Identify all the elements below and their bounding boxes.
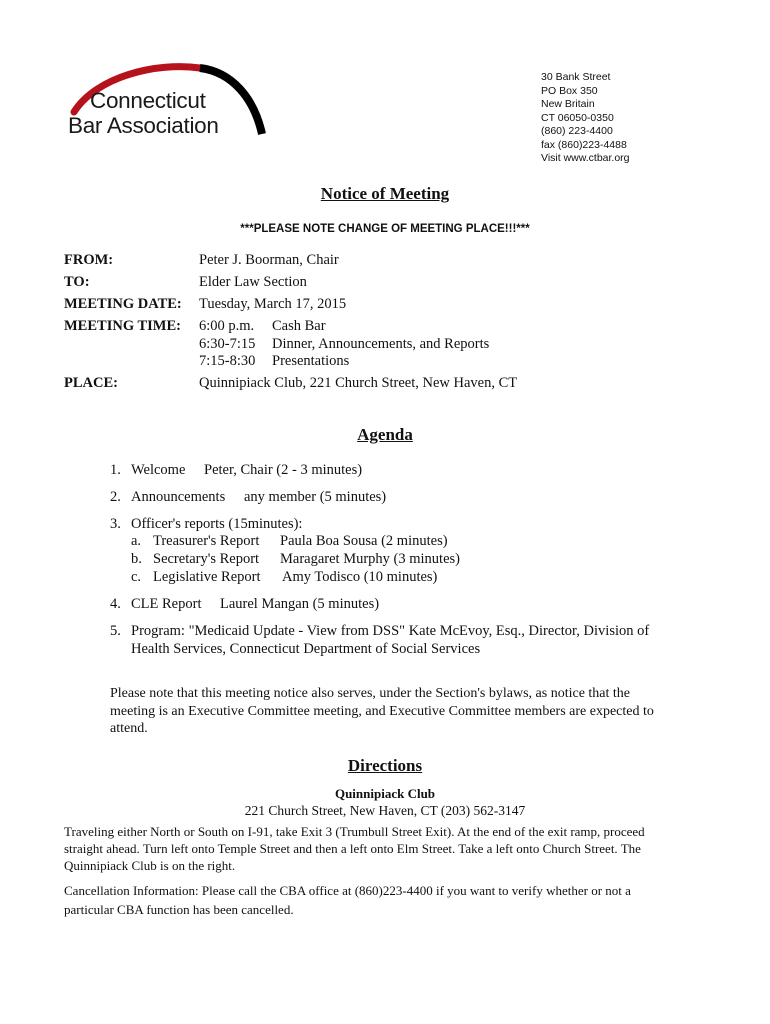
venue-name: Quinnipiack Club	[334, 786, 436, 801]
place-label: PLACE:	[64, 375, 118, 391]
schedule-time: 7:15-8:30	[199, 353, 256, 369]
agenda-item-number: 1.	[110, 462, 121, 478]
report-title: Legislative Report	[153, 569, 261, 585]
from-value: Peter J. Boorman, Chair	[199, 252, 339, 268]
address-line: fax (860)223-4488	[541, 138, 627, 151]
agenda-item-title: Officer's reports (15minutes):	[131, 516, 303, 532]
agenda-item-text: Health Services, Connecticut Department of Social Services	[131, 641, 481, 657]
bylaws-note-line: attend.	[110, 721, 148, 736]
meeting-date-label: MEETING DATE:	[64, 296, 182, 312]
report-letter: b.	[131, 551, 142, 567]
change-notice: ***PLEASE NOTE CHANGE OF MEETING PLACE!!!***	[240, 223, 530, 235]
travel-directions-line: Quinnipiack Club is on the right.	[64, 858, 236, 873]
schedule-event: Presentations	[272, 353, 350, 369]
agenda-item-detail: Peter, Chair (2 - 3 minutes)	[204, 462, 363, 478]
address-line: Visit www.ctbar.org	[541, 152, 630, 164]
schedule-time: 6:30-7:15	[199, 336, 256, 352]
agenda-item-number: 5.	[110, 623, 121, 639]
place-value: Quinnipiack Club, 221 Church Street, New Haven, CT	[199, 375, 518, 391]
to-label: TO:	[64, 274, 90, 290]
agenda-item-number: 3.	[110, 516, 121, 532]
report-detail: Maragaret Murphy (3 minutes)	[280, 551, 460, 567]
report-letter: a.	[131, 533, 142, 549]
cba-logo	[62, 62, 272, 142]
notice-title: Notice of Meeting	[320, 184, 450, 203]
to-value: Elder Law Section	[199, 274, 307, 290]
agenda-item-title: CLE Report	[131, 596, 202, 612]
agenda-item-detail: any member (5 minutes)	[244, 489, 387, 505]
report-detail: Paula Boa Sousa (2 minutes)	[280, 533, 448, 549]
schedule-time: 6:00 p.m.	[199, 318, 255, 334]
logo-line-1: Connecticut	[90, 88, 206, 113]
schedule-event: Cash Bar	[272, 318, 326, 334]
report-title: Treasurer's Report	[153, 533, 260, 549]
logo-line-2: Bar Association	[68, 113, 219, 138]
report-title: Secretary's Report	[153, 551, 260, 567]
schedule-event: Dinner, Announcements, and Reports	[272, 336, 490, 352]
address-line: New Britain	[541, 98, 595, 110]
cancellation-line: particular CBA function has been cancelled.	[64, 902, 294, 917]
agenda-item-number: 2.	[110, 489, 121, 505]
agenda-item-title: Welcome	[131, 462, 186, 478]
address-block	[541, 71, 630, 166]
address-line: (860) 223-4400	[541, 125, 613, 137]
report-detail: Amy Todisco (10 minutes)	[282, 569, 438, 585]
agenda-title: Agenda	[357, 425, 413, 444]
travel-directions-line: Traveling either North or South on I-91, take Exit 3 (Trumbull Street Exit). At the end of the exit ramp, proceed	[64, 824, 645, 839]
cancellation-line: Cancellation Information: Please call the CBA office at (860)223-4400 if you want to verify whether or not a	[64, 883, 631, 898]
travel-directions-line: straight ahead. Turn left onto Temple Street and then a left onto Elm Street. Take a left onto Church Street. The	[64, 841, 641, 856]
agenda-item-detail: Laurel Mangan (5 minutes)	[220, 596, 380, 612]
agenda-item-text: Program: "Medicaid Update - View from DSS" Kate McEvoy, Esq., Director, Division of	[131, 623, 650, 639]
agenda-item-title: Announcements	[131, 489, 226, 505]
address-line: 30 Bank Street	[541, 71, 611, 83]
address-line: PO Box 350	[541, 84, 598, 97]
bylaws-note-line: Please note that this meeting notice also serves, under the Section's bylaws, as notice that the	[110, 686, 631, 701]
agenda-item-number: 4.	[110, 596, 121, 612]
from-label: FROM:	[64, 252, 114, 268]
meeting-time-label: MEETING TIME:	[64, 318, 181, 334]
bylaws-note-line: meeting is an Executive Committee meeting, and Executive Committee members are expected to	[110, 704, 654, 719]
report-letter: c.	[131, 569, 142, 585]
directions-title: Directions	[347, 756, 423, 775]
meeting-date-value: Tuesday, March 17, 2015	[199, 296, 347, 312]
address-line: CT 06050-0350	[541, 111, 614, 124]
venue-address: 221 Church Street, New Haven, CT (203) 562-3147	[244, 803, 526, 818]
